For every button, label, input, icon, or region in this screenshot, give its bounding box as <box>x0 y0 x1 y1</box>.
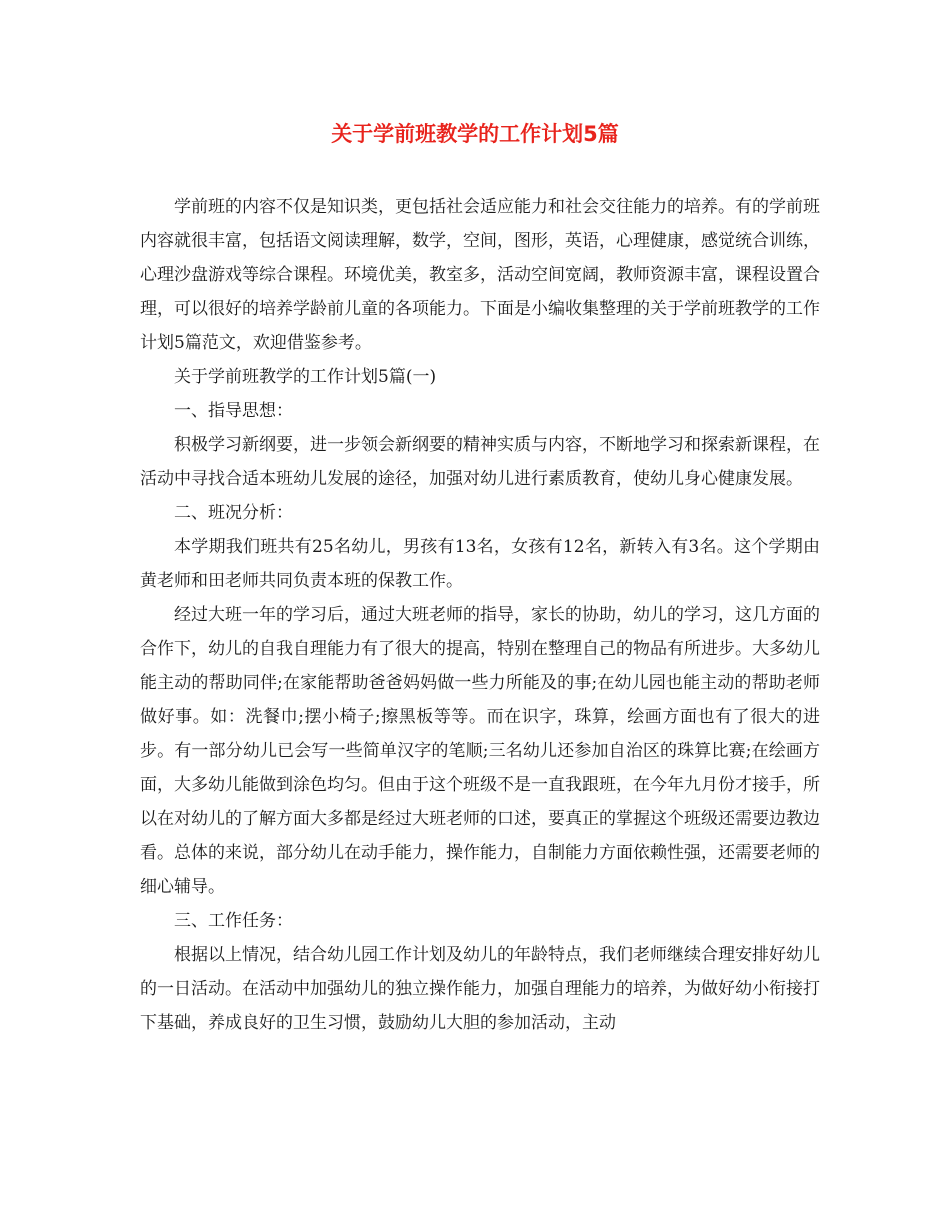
section-heading-work-tasks: 三、工作任务： <box>174 911 293 931</box>
guiding-thought-paragraph: 积极学习新纲要，进一步领会新纲要的精神实质与内容，不断地学习和探索新课程，在活动中寻找合适本班幼儿发展的途径，加强对幼儿进行素质教育，使幼儿身心健康发展。 <box>140 435 820 489</box>
intro-paragraph: 学前班的内容不仅是知识类，更包括社会适应能力和社会交往能力的培养。有的学前班内容就很丰富，包括语文阅读理解，数学，空间，图形，英语，心理健康，感觉统合训练，心理沙盘游戏等综合课程。环境优美，教室多，活动空间宽阔，教师资源丰富，课程设置合理，可以很好的培养学龄前儿童的各项能力。下面是小编收集整理的关于学前班教学的工作计划5篇范文，欢迎借鉴参考。 <box>140 197 820 353</box>
class-analysis-paragraph-1: 本学期我们班共有25名幼儿，男孩有13名，女孩有12名，新转入有3名。这个学期由黄老师和田老师共同负责本班的保教工作。 <box>140 537 820 591</box>
section-heading-plan-one: 关于学前班教学的工作计划5篇(一) <box>174 367 437 387</box>
document-body <box>140 190 820 1040</box>
section-heading-guiding-thought: 一、指导思想： <box>174 401 293 421</box>
work-tasks-paragraph: 根据以上情况，结合幼儿园工作计划及幼儿的年龄特点，我们老师继续合理安排好幼儿的一日活动。在活动中加强幼儿的独立操作能力，加强自理能力的培养，为做好幼小衔接打下基础，养成良好的卫生习惯，鼓励幼儿大胆的参加活动，主动 <box>140 945 820 1033</box>
class-analysis-paragraph-2: 经过大班一年的学习后，通过大班老师的指导，家长的协助，幼儿的学习，这几方面的合作下，幼儿的自我自理能力有了很大的提高，特别在整理自己的物品有所进步。大多幼儿能主动的帮助同伴;在家能帮助爸爸妈妈做一些力所能及的事;在幼儿园也能主动的帮助老师做好事。如：洗餐巾;摆小椅子;擦黑板等等。而在识字，珠算，绘画方面也有了很大的进步。有一部分幼儿已会写一些简单汉字的笔顺;三名幼儿还参加自治区的珠算比赛;在绘画方面，大多幼儿能做到涂色均匀。但由于这个班级不是一直我跟班，在今年九月份才接手，所以在对幼儿的了解方面大多都是经过大班老师的口述，要真正的掌握这个班级还需要边教边看。总体的来说，部分幼儿在动手能力，操作能力，自制能力方面依赖性强，还需要老师的细心辅导。 <box>140 605 820 897</box>
document-title: 关于学前班教学的工作计划5篇 <box>331 122 619 146</box>
section-heading-class-analysis: 二、班况分析： <box>174 503 293 523</box>
